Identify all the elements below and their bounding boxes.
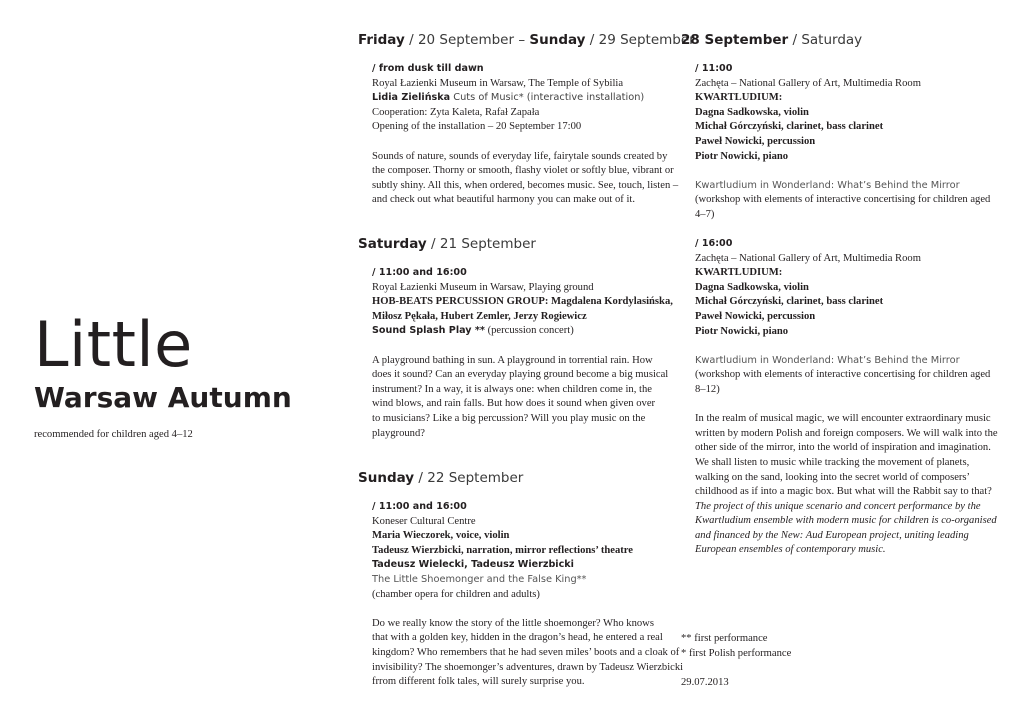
heading-date: / 20 September – [404, 32, 530, 48]
work-title: Kwartludium in Wonderland: What’s Behind the Mirror [695, 354, 960, 366]
project-note-line: The project of this unique scenario and concert performance by the [695, 500, 981, 512]
work-note: (workshop with elements of interactive concertising for children aged [695, 369, 991, 381]
heading-friday-sunday [358, 31, 695, 49]
heading-day: Friday [358, 32, 405, 48]
heading-day: Saturday [358, 236, 427, 252]
description-line: We shall listen to music while tracking the movement of planets, [695, 456, 970, 468]
ensemble-name: KWARTLUDIUM: [695, 92, 783, 104]
event-performer: Tadeusz Wierzbicki, narration, mirror reflections’ theatre [372, 544, 633, 556]
work-note: 4–7) [695, 208, 715, 220]
cover-subtitle: recommended for children aged 4–12 [34, 429, 193, 440]
description-line: other side of the mirror, into the world of inspiration and imagination. [695, 442, 991, 454]
event-time: / 11:00 and 16:00 [372, 501, 467, 512]
description-line: the composer. Thorny or smooth, flashy violet or softly blue, vibrant or [372, 165, 674, 177]
heading-28-september [681, 31, 862, 49]
event-time: / 11:00 and 16:00 [372, 267, 467, 278]
project-note-line: Kwartludium ensemble with modern music for children is co-organised [695, 515, 997, 527]
event-composers: Tadeusz Wielecki, Tadeusz Wierzbicki [372, 559, 574, 571]
event-kwartludium-afternoon [695, 237, 1015, 558]
description-line: Sounds of nature, sounds of everyday life, fairytale sounds created by [372, 150, 668, 162]
work-title: Sound Splash Play ** [372, 325, 485, 337]
event-opening: Opening of the installation – 20 September 17:00 [372, 121, 582, 133]
work-note: (workshop with elements of interactive concertising for children aged [695, 194, 991, 206]
event-venue: Koneser Cultural Centre [372, 515, 476, 527]
description-line: A playground bathing in sun. A playground in torrential rain. How [372, 354, 653, 366]
description-line: and check out what beautiful harmony you can make out of it. [372, 194, 635, 206]
event-performer: Maria Wieczorek, voice, violin [372, 530, 510, 542]
footnotes [681, 632, 981, 690]
heading-date: / 22 September [414, 470, 524, 486]
event-venue: Zachęta – National Gallery of Art, Multimedia Room [695, 77, 921, 89]
event-cooperation: Cooperation: Zyta Kaleta, Rafał Zapała [372, 106, 540, 118]
ensemble-member: Piotr Nowicki, piano [695, 325, 789, 337]
ensemble-member: Dagna Sadkowska, violin [695, 281, 809, 293]
work-title: Kwartludium in Wonderland: What’s Behind the Mirror [695, 179, 960, 191]
work-note: (percussion concert) [484, 325, 574, 337]
work-title: Cuts of Music* (interactive installation) [450, 92, 645, 104]
ensemble-member: Piotr Nowicki, piano [695, 150, 789, 162]
ensemble-member: Michał Górczyński, clarinet, bass clarinet [695, 296, 884, 308]
description-line: walking on the sand, looking into the secret world of composers’ [695, 471, 971, 483]
heading-day: Sunday [529, 32, 586, 48]
description-line: subtly shiny. All this, when ordered, becomes music. See, touch, listen – [372, 179, 679, 191]
artist-name: Lidia Zielińska [372, 92, 451, 104]
description-line: written by modern Polish and foreign composers. We will walk into the [695, 427, 998, 439]
description-line: Do we really know the story of the little shoemonger? Who knows [372, 617, 654, 629]
description-line: invisibility? The shoemonger’s adventures, drawn by Tadeusz Wierzbicki [372, 661, 684, 673]
ensemble-member: Paweł Nowicki, percussion [695, 310, 816, 322]
description-line: kingdom? Who remembers that he had seven miles’ boots and a cloak of [372, 646, 680, 658]
event-percussion [372, 266, 672, 441]
event-kwartludium-morning [695, 62, 1015, 223]
description-line: frrom different folk tales, will surely surprise you. [372, 676, 585, 688]
work-title: The Little Shoemonger and the False King** [372, 573, 587, 585]
description-line: wind blows, and rain falls. But how does it sound when given over [372, 398, 656, 410]
event-venue: Zachęta – National Gallery of Art, Multimedia Room [695, 252, 921, 264]
footnote-first-polish: * first Polish performance [681, 647, 792, 659]
event-work-line [372, 324, 672, 339]
description-line: to musicians? Like a big percussion? Will you play music on the [372, 412, 646, 424]
description-line: does it sound? Can an everyday playing ground become a big musical [372, 369, 669, 381]
ensemble-member: Dagna Sadkowska, violin [695, 106, 809, 118]
date-stamp: 29.07.2013 [681, 676, 729, 688]
title-little: Little [34, 308, 193, 381]
event-work-line [372, 91, 672, 106]
event-venue: Royal Łazienki Museum in Warsaw, The Temple of Sybilia [372, 77, 624, 89]
ensemble-member: Michał Górczyński, clarinet, bass clarinet [695, 121, 884, 133]
description-line: In the realm of musical magic, we will encounter extraordinary music [695, 413, 991, 425]
event-time: / from dusk till dawn [372, 63, 484, 74]
heading-saturday [358, 235, 536, 253]
description-line: instrument? In a way, it is always one: when children come in, the [372, 383, 652, 395]
event-time: / 16:00 [695, 238, 733, 249]
event-time: / 11:00 [695, 63, 733, 74]
description-line: playground? [372, 427, 425, 439]
project-note-line: European ensembles of contemporary music. [695, 544, 886, 556]
event-performers: HOB-BEATS PERCUSSION GROUP: Magdalena Kordylasińska, [372, 296, 673, 308]
heading-day: Sunday [358, 470, 415, 486]
heading-day: / Saturday [788, 32, 863, 48]
event-chamber-opera [372, 500, 684, 690]
heading-date: / 21 September [426, 236, 536, 252]
event-performers: Miłosz Pękała, Hubert Zemler, Jerzy Rogiewicz [372, 310, 587, 322]
footnote-first-performance: ** first performance [681, 633, 768, 644]
ensemble-name: KWARTLUDIUM: [695, 267, 783, 279]
work-note: 8–12) [695, 383, 720, 395]
description-line: childhood as if into a magic box. But what will the Rabbit say to that? [695, 486, 992, 498]
ensemble-member: Paweł Nowicki, percussion [695, 135, 816, 147]
heading-date: / 29 September [585, 32, 695, 48]
heading-sunday [358, 469, 523, 487]
title-warsaw-autumn: Warsaw Autumn [34, 381, 292, 414]
project-note-line: and financed by the New: Aud European project, uniting leading [695, 529, 969, 541]
description-line: that with a golden key, hidden in the dragon’s head, he entered a real [372, 632, 663, 644]
event-installation [372, 62, 679, 208]
heading-date: 28 September [681, 32, 789, 48]
work-note: (chamber opera for children and adults) [372, 588, 540, 600]
event-venue: Royal Łazienki Museum in Warsaw, Playing ground [372, 281, 594, 293]
